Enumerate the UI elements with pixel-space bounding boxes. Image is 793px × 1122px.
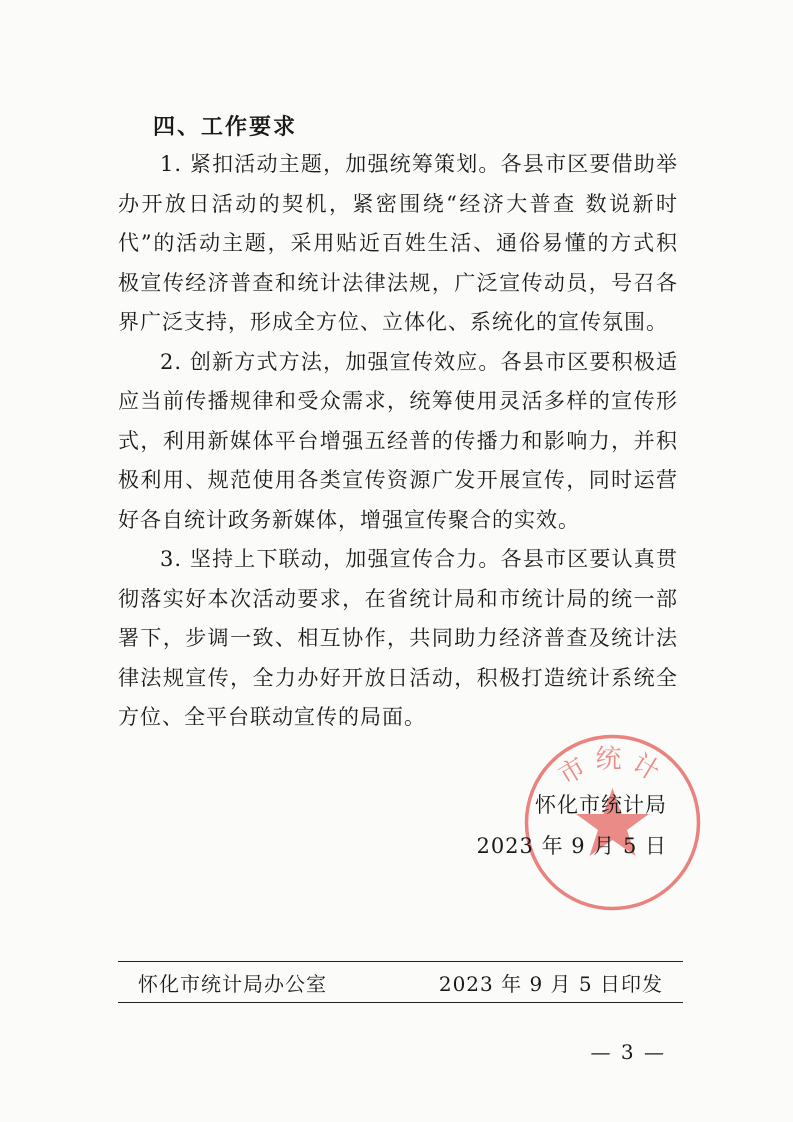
paragraph-1: 1. 紧扣活动主题，加强统筹策划。各县市区要借助举办开放日活动的契机，紧密围绕“经济大普查 数说新时代”的活动主题，采用贴近百姓生活、通俗易懂的方式积极宣传经济普查和统计法律法规，广泛宣传动员，号召各界广泛支持，形成全方位、立体化、系统化的宣传氛围。 [118, 152, 678, 334]
paragraph-2: 2. 创新方式方法，加强宣传效应。各县市区要积极适应当前传播规律和受众需求，统筹使用灵活多样的宣传形式，利用新媒体平台增强五经普的传播力和影响力，并积极利用、规范使用各类宣传资源广发开展宣传，同时运营好各自统计政务新媒体，增强宣传聚合的实效。 [118, 349, 678, 532]
footer-top-rule [118, 961, 683, 962]
svg-text:市统计 [554, 745, 672, 792]
section-heading: 四、工作要求 [153, 115, 298, 140]
footer-bottom-rule [118, 1002, 683, 1003]
footer-issue-date: 2023 年 9 月 5 日印发 [438, 972, 663, 996]
signature-org: 怀化市统计局 [535, 793, 667, 817]
footer-issuer: 怀化市统计局办公室 [138, 972, 327, 996]
paragraph-3: 3. 坚持上下联动，加强宣传合力。各县市区要认真贯彻落实好本次活动要求，在省统计局和市统计局的统一部署下，步调一致、相互协作，共同助力经济普查及统计法律法规宣传，全力办好开放日活动，积极打造统计系统全方位、全平台联动宣传的局面。 [118, 547, 678, 729]
body-text [118, 145, 678, 738]
seal-text: 市统计 [553, 744, 672, 792]
page-number: — 3 — [590, 1040, 666, 1064]
signature-date: 2023 年 9 月 5 日 [476, 834, 667, 858]
official-seal [520, 730, 705, 915]
